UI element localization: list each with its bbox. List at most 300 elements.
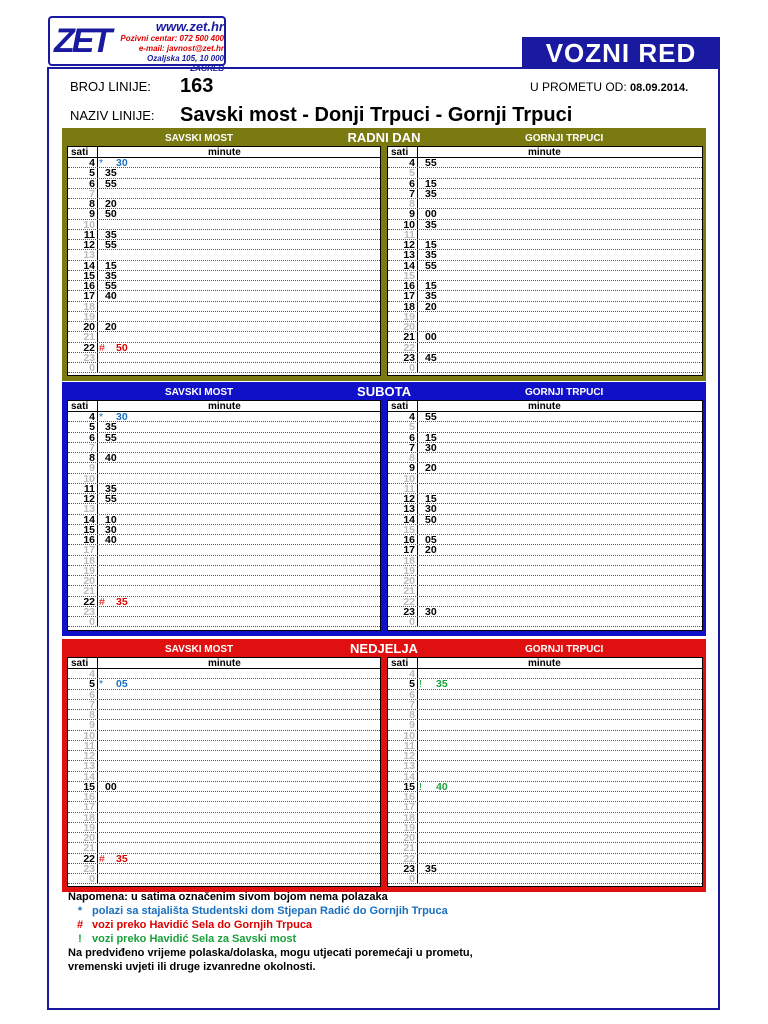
minute-header: minute [528,147,561,158]
minute-cell: 20 [425,462,437,475]
hour-row [68,679,380,689]
hour-row [388,751,702,761]
row-divider [417,474,418,483]
row-divider [417,230,418,239]
hour-cell: 7 [89,698,95,711]
minute-cell: 55 [425,157,437,169]
row-divider [417,617,418,626]
hour-cell: 18 [403,300,415,313]
minute-cell: 30 [425,605,437,618]
hour-row [388,353,702,363]
hour-cell: 12 [83,493,95,505]
hour-cell: 5 [409,421,415,434]
hour-cell: 14 [83,770,95,783]
hour-cell: 12 [83,750,95,762]
hour-row [388,504,702,514]
note-symbol: ! [78,933,82,945]
hour-row [388,189,702,199]
hour-cell: 13 [403,503,415,516]
hour-cell: 6 [409,177,415,190]
hour-row [68,545,380,555]
hour-row [388,566,702,576]
hour-cell: 5 [409,678,415,691]
hour-cell: 8 [409,709,415,721]
sati-header: sati [391,147,409,158]
hour-row [68,322,380,332]
row-divider [417,864,418,873]
minute-cell: 05 [116,678,128,691]
row-divider [417,772,418,781]
hour-cell: 16 [403,791,415,803]
minute-cell: 30 [425,503,437,516]
hour-row [68,343,380,353]
hour-row [68,854,380,864]
row-divider [97,250,98,259]
minute-cell: 40 [436,780,448,793]
hour-cell: 11 [403,739,415,752]
minute-cell: 50 [116,341,128,354]
hour-cell: 16 [83,534,95,546]
hour-cell: 8 [89,198,95,210]
row-divider [97,422,98,431]
hour-cell: 11 [83,739,95,752]
hour-row [388,679,702,689]
hour-row [388,422,702,432]
minute-cell: 00 [105,780,117,793]
valid-from-date: 08.09.2014. [630,82,689,94]
row-divider [97,669,98,678]
row-divider [97,556,98,565]
hour-row [68,597,380,607]
hour-cell: 6 [409,688,415,701]
timetable-right [387,657,703,887]
hour-cell: 15 [83,780,95,793]
hour-rows [388,158,702,373]
hour-cell: 10 [83,729,95,742]
hour-cell: 21 [403,331,415,344]
hour-rows [68,669,380,884]
row-divider [97,792,98,801]
hour-row [68,669,380,679]
row-divider [97,761,98,770]
hour-cell: 22 [83,341,95,354]
hour-cell: 22 [83,852,95,865]
hour-row [388,813,702,823]
minute-cell: 35 [425,862,437,875]
row-divider [97,597,98,606]
row-divider [97,343,98,352]
sati-header: sati [71,147,89,158]
row-divider [97,576,98,585]
hour-cell: 15 [83,269,95,282]
hour-row [68,751,380,761]
hour-row [68,494,380,504]
minute-cell: 15 [425,431,437,444]
row-divider [417,669,418,678]
hour-cell: 8 [89,452,95,464]
zet-logo-text [118,20,224,74]
hour-row [68,179,380,189]
hour-cell: 10 [83,472,95,485]
line-name-label: NAZIV LINIJE: [70,108,155,123]
note-footer-2: vremenski uvjeti ili druge izvanredne okolnosti. [68,961,316,973]
hour-cell: 16 [83,791,95,803]
left-stop-label: SAVSKI MOST [165,133,234,144]
row-divider [97,710,98,719]
minute-cell: 35 [105,269,117,282]
row-divider [97,168,98,177]
row-divider [97,504,98,513]
hour-row [68,504,380,514]
hour-row [388,761,702,771]
hour-cell: 8 [89,709,95,721]
hour-cell: 19 [83,564,95,577]
row-divider [417,700,418,709]
minute-cell: 55 [105,280,117,292]
row-divider [417,792,418,801]
row-divider [97,494,98,503]
row-divider [97,586,98,595]
hour-row [68,710,380,720]
row-divider [97,199,98,208]
panel-title: RADNI DAN [347,130,421,145]
hour-cell: 19 [403,821,415,834]
row-divider [417,322,418,331]
hour-row [68,463,380,473]
hour-row [388,802,702,812]
hour-cell: 17 [83,290,95,303]
hour-row [68,731,380,741]
row-divider [417,515,418,524]
hour-row [68,353,380,363]
hour-row [68,302,380,312]
row-divider [417,874,418,883]
panel-nedjelja [62,639,706,892]
minute-cell: 15 [105,259,117,272]
logo-email: e-mail: javnost@zet.hr [138,44,224,53]
column-divider [417,147,418,158]
departure-marker: * [99,678,104,691]
minute-cell: 15 [425,280,437,292]
sati-header: sati [71,401,89,412]
departure-marker: ! [419,678,422,691]
panel-header [65,642,703,657]
hour-cell: 11 [83,482,95,495]
minute-cell: 30 [116,157,128,169]
hour-row [388,833,702,843]
hour-cell: 10 [83,218,95,231]
minute-cell: 55 [105,177,117,190]
row-divider [417,679,418,688]
logo-url: www.zet.hr [155,19,224,34]
timetable-left [67,146,381,376]
row-divider [417,761,418,770]
row-divider [97,690,98,699]
hour-cell: 4 [409,411,415,423]
row-divider [417,281,418,290]
column-header [68,658,380,669]
hour-cell: 0 [409,873,415,885]
hour-row [388,874,702,884]
hour-row [388,261,702,271]
hour-row [68,802,380,812]
hour-cell: 10 [403,472,415,485]
hour-row [388,792,702,802]
hour-cell: 6 [89,688,95,701]
panel-radni [62,128,706,381]
row-divider [97,617,98,626]
hour-row [388,556,702,566]
hour-row [68,617,380,627]
hour-cell: 9 [409,719,415,732]
minute-header: minute [208,401,241,412]
row-divider [417,453,418,462]
row-divider [417,220,418,229]
hour-row [388,576,702,586]
row-divider [97,679,98,688]
minute-cell: 35 [105,482,117,495]
minute-cell: 35 [425,249,437,262]
hour-row [388,720,702,730]
note-item-star [62,904,706,918]
hour-cell: 5 [409,167,415,180]
hour-row [68,291,380,301]
row-divider [97,332,98,341]
hour-row [388,302,702,312]
hour-cell: 20 [403,575,415,587]
timetable-right [387,146,703,376]
hour-row [68,535,380,545]
hour-row [388,782,702,792]
minute-cell: 00 [425,331,437,344]
hour-row [68,576,380,586]
hour-rows [68,158,380,373]
row-divider [97,731,98,740]
hour-cell: 13 [403,760,415,773]
minute-cell: 35 [116,595,128,608]
row-divider [97,813,98,822]
hour-cell: 0 [89,873,95,885]
row-divider [417,607,418,616]
row-divider [417,525,418,534]
note-footer-1: Na predviđeno vrijeme polaska/dolaska, mogu utjecati poremećaji u prometu, [68,947,473,959]
minute-cell: 40 [105,534,117,546]
row-divider [417,535,418,544]
row-divider [97,823,98,832]
hour-cell: 5 [89,421,95,434]
row-divider [97,463,98,472]
minute-cell: 50 [105,208,117,221]
hour-cell: 14 [403,513,415,526]
panel-title: SUBOTA [357,384,411,399]
hour-row [68,240,380,250]
row-divider [97,302,98,311]
row-divider [97,535,98,544]
row-divider [97,720,98,729]
note-item-hash [62,918,706,932]
row-divider [417,813,418,822]
row-divider [417,422,418,431]
zet-logo-mark: ZET [54,22,110,60]
hour-row [68,433,380,443]
hour-cell: 14 [83,513,95,526]
row-divider [417,412,418,421]
hour-cell: 4 [409,157,415,169]
row-divider [97,412,98,421]
minute-cell: 50 [425,513,437,526]
row-divider [417,443,418,452]
row-divider [97,607,98,616]
row-divider [97,322,98,331]
page-title: VOZNI RED [522,37,720,69]
row-divider [417,332,418,341]
row-divider [97,271,98,280]
minute-cell: 45 [425,351,437,364]
hour-cell: 14 [403,259,415,272]
hour-cell: 7 [409,187,415,200]
left-stop-label: SAVSKI MOST [165,387,234,398]
column-header [388,658,702,669]
hour-row [68,833,380,843]
hour-cell: 19 [403,310,415,323]
minute-cell: 20 [425,544,437,557]
minute-header: minute [208,147,241,158]
hour-row [388,843,702,853]
hour-cell: 6 [89,177,95,190]
hour-cell: 9 [89,462,95,475]
hour-cell: 4 [409,668,415,680]
hour-row [68,566,380,576]
row-divider [417,302,418,311]
column-divider [97,401,98,412]
hour-row [68,741,380,751]
hour-row [68,843,380,853]
column-header [68,401,380,412]
minute-cell: 35 [425,218,437,231]
hour-cell: 6 [409,431,415,444]
minute-cell: 30 [105,523,117,536]
row-divider [97,281,98,290]
hour-cell: 11 [403,482,415,495]
hour-cell: 7 [409,698,415,711]
hour-row [388,158,702,168]
left-stop-label: SAVSKI MOST [165,644,234,655]
minute-header: minute [528,401,561,412]
hour-cell: 12 [403,239,415,251]
hour-cell: 9 [89,719,95,732]
right-stop-label: GORNJI TRPUCI [525,644,604,655]
row-divider [417,586,418,595]
hour-cell: 20 [83,575,95,587]
row-divider [417,179,418,188]
minute-cell: 20 [105,321,117,333]
row-divider [417,556,418,565]
hour-cell: 18 [83,811,95,824]
minute-header: minute [208,658,241,669]
minute-cell: 35 [436,678,448,691]
hour-row [388,363,702,373]
hour-row [68,250,380,260]
row-divider [97,566,98,575]
row-divider [417,291,418,300]
row-divider [97,474,98,483]
minute-cell: 35 [105,167,117,180]
row-divider [97,291,98,300]
hour-row [68,453,380,463]
row-divider [97,782,98,791]
hour-cell: 20 [403,832,415,844]
row-divider [417,782,418,791]
panel-subota [62,382,706,636]
row-divider [97,854,98,863]
hour-cell: 17 [403,801,415,814]
timetable-left [67,657,381,887]
hour-row [68,363,380,373]
hour-cell: 7 [409,441,415,454]
zet-logo [48,16,226,73]
minute-cell: 35 [105,228,117,241]
row-divider [97,433,98,442]
row-divider [417,494,418,503]
minute-cell: 55 [105,493,117,505]
departure-marker: # [99,341,105,354]
row-divider [97,525,98,534]
hour-rows [388,412,702,627]
hour-row [68,761,380,771]
hour-cell: 12 [83,239,95,251]
right-stop-label: GORNJI TRPUCI [525,387,604,398]
valid-from-label: U PROMETU OD: [530,80,627,94]
minute-cell: 40 [105,452,117,464]
hour-cell: 21 [83,842,95,855]
row-divider [97,220,98,229]
right-stop-label: GORNJI TRPUCI [525,133,604,144]
hour-row [388,412,702,422]
hour-row [388,741,702,751]
hour-row [388,250,702,260]
row-divider [97,515,98,524]
hour-row [388,312,702,322]
column-divider [417,658,418,669]
hour-cell: 14 [403,770,415,783]
hour-cell: 9 [409,462,415,475]
column-header [68,147,380,158]
hour-row [388,463,702,473]
hour-cell: 17 [403,290,415,303]
row-divider [417,597,418,606]
hour-cell: 18 [83,300,95,313]
hour-cell: 8 [409,452,415,464]
hour-cell: 21 [403,842,415,855]
hour-cell: 6 [89,431,95,444]
row-divider [417,843,418,852]
panel-header [65,131,703,146]
minute-cell: 30 [116,411,128,423]
hour-cell: 22 [403,852,415,865]
row-divider [417,312,418,321]
hour-row [388,291,702,301]
hour-cell: 16 [83,280,95,292]
minute-cell: 55 [425,259,437,272]
hour-cell: 20 [83,832,95,844]
hour-row [68,700,380,710]
note-text: vozi preko Havidić Sela za Savski most [92,933,297,945]
hour-row [68,782,380,792]
hour-cell: 0 [409,616,415,628]
row-divider [417,576,418,585]
hour-row [68,209,380,219]
hour-cell: 0 [409,362,415,374]
